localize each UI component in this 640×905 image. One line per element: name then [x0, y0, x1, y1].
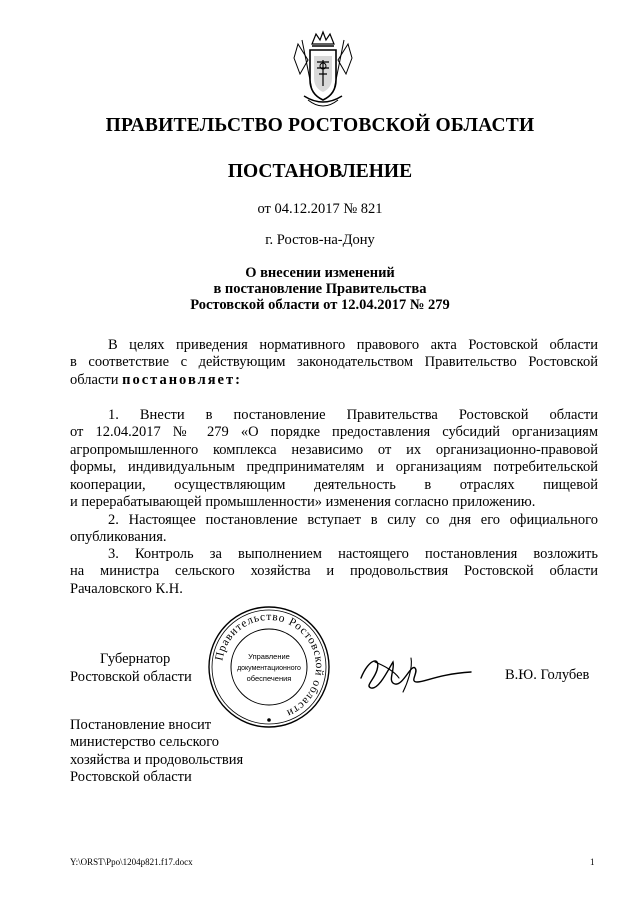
text-line: от 12.04.2017 № 279 «О порядке предоставления субсидий организациям — [70, 424, 598, 441]
text-line: кооперации, осуществляющим деятельность в отраслях пищевой — [70, 476, 598, 493]
text-line: 1. Внести в постановление Правительства Ростовской области — [108, 407, 598, 423]
item-1-paragraph — [70, 407, 598, 511]
submitter-line: хозяйства и продовольствия — [70, 751, 244, 768]
signatory-name: В.Ю. Голубев — [505, 667, 590, 683]
stamp-ring-text: Правительство Ростовской области — [213, 610, 326, 720]
date-and-number: от 04.12.2017 № 821 — [257, 201, 383, 217]
coat-of-arms-icon — [290, 30, 356, 112]
document-type: ПОСТАНОВЛЕНИЕ — [227, 161, 413, 182]
text-line: 3. Контроль за выполнением настоящего постановления возложить — [108, 546, 598, 562]
subject-line: Ростовской области от 12.04.2017 № 279 — [190, 297, 450, 313]
decree-word: постановляет: — [122, 371, 242, 388]
subject-line: в постановление Правительства — [213, 281, 427, 297]
text-line: опубликования. — [70, 529, 167, 546]
stamp-line: обеспечения — [246, 674, 292, 683]
item-3-paragraph — [70, 546, 598, 598]
document-subject — [0, 265, 640, 313]
submitter-line: министерство сельского — [70, 734, 220, 751]
text-line: в соответствие с действующим законодательством Правительство Ростовской — [70, 354, 598, 371]
submitter-line: Постановление вносит — [70, 717, 212, 733]
signatory-title-line: Губернатор — [100, 651, 171, 667]
official-stamp — [206, 604, 332, 730]
text-line: агропромышленного комплекса независимо от их организационно-правовой — [70, 441, 598, 458]
text-line: и перерабатывающей промышленности» изменения согласно приложению. — [70, 494, 536, 511]
handwritten-signature — [355, 648, 475, 696]
page-number: 1 — [590, 857, 595, 867]
stamp-line: документационного — [237, 665, 301, 672]
text-line: на министра сельского хозяйства и продовольствия Ростовской области — [70, 563, 598, 580]
text-fragment: области — [70, 371, 119, 388]
item-2-paragraph — [70, 512, 598, 547]
footer-file-path: Y:\ORST\Ppo\1204p821.f17.docx — [70, 857, 193, 867]
text-line: 2. Настоящее постановление вступает в силу со дня его официального — [108, 512, 598, 528]
text-line — [70, 372, 598, 389]
signatory-title — [70, 650, 192, 686]
stamp-line: Управление — [248, 652, 290, 661]
city: г. Ростов-на-Дону — [265, 232, 375, 248]
text-line: В целях приведения нормативного правового акта Ростовской области — [108, 337, 598, 353]
text-line: формы, индивидуальным предпринимателям и организациям потребительской — [70, 459, 598, 476]
submitter-block — [70, 717, 243, 787]
preamble-paragraph — [70, 337, 598, 389]
submitter-line: Ростовской области — [70, 769, 192, 786]
government-title: ПРАВИТЕЛЬСТВО РОСТОВСКОЙ ОБЛАСТИ — [105, 115, 535, 136]
signatory-title-line: Ростовской области — [70, 669, 192, 685]
text-line: Рачаловского К.Н. — [70, 580, 183, 597]
subject-line: О внесении изменений — [245, 265, 395, 281]
